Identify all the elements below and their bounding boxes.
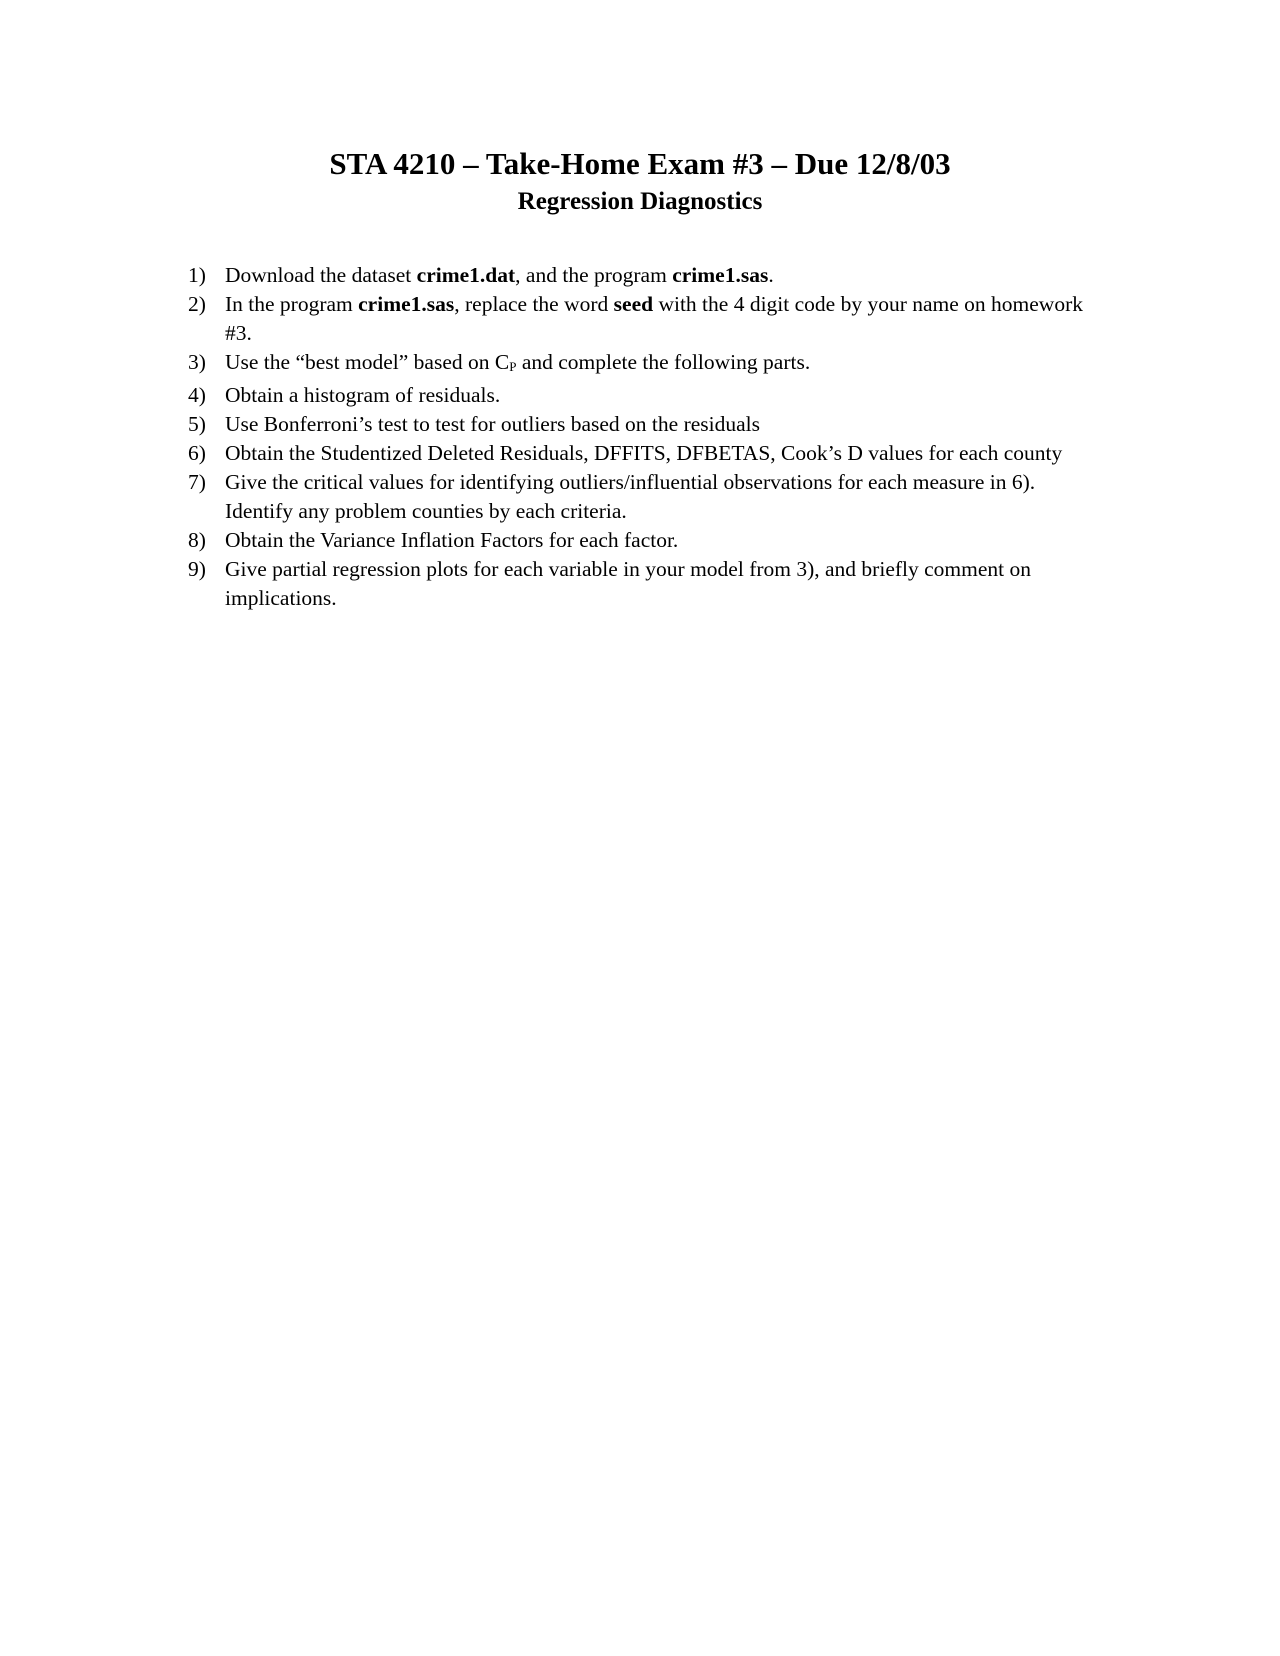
list-item — [188, 439, 1088, 468]
list-item — [188, 261, 1088, 290]
item-text: Obtain a histogram of residuals. — [225, 383, 501, 407]
item-text: Obtain the Variance Inflation Factors for each factor. — [225, 528, 679, 552]
item-text: In the program crime1.sas, replace the word seed with the 4 digit code by your name on homework #3. — [225, 292, 1083, 345]
item-number: 1) — [188, 263, 206, 287]
item-text: Give partial regression plots for each variable in your model from 3), and briefly comment on implications. — [225, 557, 1031, 610]
seed-keyword: seed — [613, 292, 654, 316]
item-number: 2) — [188, 292, 206, 316]
list-item — [188, 348, 1088, 381]
item-number: 3) — [188, 350, 206, 374]
list-item — [188, 290, 1088, 348]
list-item — [188, 526, 1088, 555]
item-text: Use the “best model” based on CP and complete the following parts. — [225, 350, 811, 374]
item-number: 8) — [188, 528, 206, 552]
item-number: 4) — [188, 383, 206, 407]
item-number: 9) — [188, 557, 206, 581]
list-item — [188, 468, 1088, 526]
program-filename: crime1.sas — [672, 263, 769, 287]
item-text: Obtain the Studentized Deleted Residuals, DFFITS, DFBETAS, Cook’s D values for each county — [225, 441, 1063, 465]
item-text: Give the critical values for identifying outliers/influential observations for each measure in 6). Identify any problem counties by each criteria. — [225, 470, 1036, 523]
item-text: Use Bonferroni’s test to test for outliers based on the residuals — [225, 412, 761, 436]
list-item — [188, 410, 1088, 439]
item-number: 7) — [188, 470, 206, 494]
list-item — [188, 381, 1088, 410]
cp-subscript: P — [509, 359, 517, 374]
question-list — [188, 261, 1088, 613]
program-filename: crime1.sas — [358, 292, 455, 316]
list-item — [188, 555, 1088, 613]
page-title: STA 4210 – Take-Home Exam #3 – Due 12/8/03 — [329, 146, 951, 181]
item-number: 6) — [188, 441, 206, 465]
item-text: Download the dataset crime1.dat, and the program crime1.sas. — [225, 263, 774, 287]
dataset-filename: crime1.dat — [416, 263, 516, 287]
page-subtitle: Regression Diagnostics — [517, 188, 763, 215]
item-number: 5) — [188, 412, 206, 436]
